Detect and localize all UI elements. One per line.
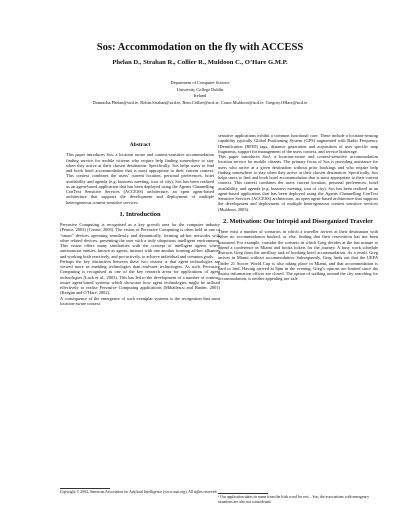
section-1-text: Pervasive Computing is recognised as a key growth area for the computer industry (Pearce, 2003) (Crease, 2003). The vision of Pervasive Computing is often held as one of “smart” devices operating seamlessly and dynamically, forming ad-hoc networks with other related devices, presenting the user with a truly ubiquitous intelligent environment. This vision offers many similarities with the concept of intelligent agents where autonomous entities, known as agents, interact with one another forming ad-hoc alliances and working both reactively, and pro-actively, to achieve individual and common goals. Perhaps the key distinction between these two visions is that agent technologies are viewed more as enabling technologies than end-user technologies. As such, Pervasive Computing is recognised as one of the key research areas for applications of agent technologies (Luck et al., 2003). This has led to the development of a number of context-aware agent-based systems which showcase how agent technologies might be utilised effectively to realise Pervasive Computing applications (Mihailescu and Binder, 2001) (Keegan and O’Hare, 2002). A consequence of the emergence of such exemplar systems is the recognition that most location-aware context [60, 222, 220, 306]
paper-authors: Phelan D., Strahan R., Collier R., Muldoon C., O’Hare G.M.P. [112, 59, 288, 66]
affiliation-emails: Donnacha.Phelan@ucd.ie, Robin.Strahan@ucd.ie, Rem.Collier@ucd.ie, Conor.Muldoon@ucd.ie, Gregory.OHare@ucd.ie [92, 99, 308, 105]
abstract-heading: Abstract [129, 142, 151, 148]
right-column [218, 133, 378, 282]
affiliation-department: Department of Computer Science [170, 80, 230, 85]
copyright-divider [60, 488, 110, 489]
left-column [60, 133, 220, 306]
section-2-heading: 2. Motivation: Our Intrepid and Disorganized Traveler [223, 217, 373, 225]
affiliation-block [0, 80, 400, 106]
paper-title: Sos: Accommodation on the fly with ACCESS [96, 42, 304, 53]
section-1-heading: 1. Introduction [119, 210, 161, 218]
abstract-text: This paper introduces Sos, a location aware and context-sensitive accommodation finding service for mobile citizens who require help finding somewhere to stay when they arrive at their chosen destination. Specifically, Sos helps users to find and book hotel accommodation that is most appropriate to their current context. This context combines the users’ current location, personal preferences, hotel availability and agenda (e.g. business meeting, tour of city). Sos has been realized as an agent-based application that has been deployed using the Agents Channelling ConText Sensitive Services (ACCESS) architecture, an open agent-based architecture that supports the development and deployment of multiple heterogeneous context-sensitive services. [66, 152, 214, 205]
copyright-notice: Copyright © 2004, American Association for Artificial Intelligence (www.aaai.org). All rights reserved. [60, 490, 218, 494]
footnote-divider [218, 493, 268, 494]
affiliation-country: Ireland [193, 93, 207, 99]
footnote: ¹ Our application takes its name from the Irish word for rest – Sos; the associations with emergency situations are also not coincidental. [218, 495, 370, 504]
right-column-text: sensitive applications exhibit a common functional core. These include a location-sensing capability typically Global Positioning System (GPS) augmented with Radio Frequency IDentification (RFID) tags, dynamic generation and acquisition of user specific map fragments, support for management of the users context, and service brokerage. This paper introduces Sos¹, a location-aware and context-sensitive accommodation location service for mobile citizens. The primary focus of Sos is providing assistance for users who arrive at a given destination without prior bookings and who require help finding somewhere to stay when they arrive at their chosen destination. Specifically, Sos helps users to find and book hotel accommodation that is most appropriate to their current context. This context combines the users current location, personal preferences, hotel availability, and agenda (e.g. business meeting, tour of city). Sos has been realized as an agent-based application that has been deployed using the Agents Channelling ConText Sensitive Services (ACCESS) architecture, an open agent-based architecture that supports the development and deployment of multiple heterogeneous context sensitive services (Muldoon, 2003). [218, 133, 378, 212]
affiliation-college: University College Dublin [176, 86, 224, 92]
section-2-text: There exist a number of scenarios in which a traveller arrives at their destination with either no accommodation booked, or else, finding that their reservation has not been honoured. For example, consider the scenario in which Greg decides at the last minute to attend a conference in Miami and books tickets for the journey. A busy work schedule distracts Greg from the ancillary task of booking hotel accommodation. As a result, Greg arrives in Miami without accommodation. Subsequently, Greg finds out that the UEFA Under 21 Soccer World Cup is also taking place in Miami, and that accommodation is hard to find. Having arrived at 8pm in the evening, Greg’s options are limited since the tourist information offices are closed. The option of walking around the city searching for accommodation, is neither appealing nor safe [218, 229, 378, 282]
